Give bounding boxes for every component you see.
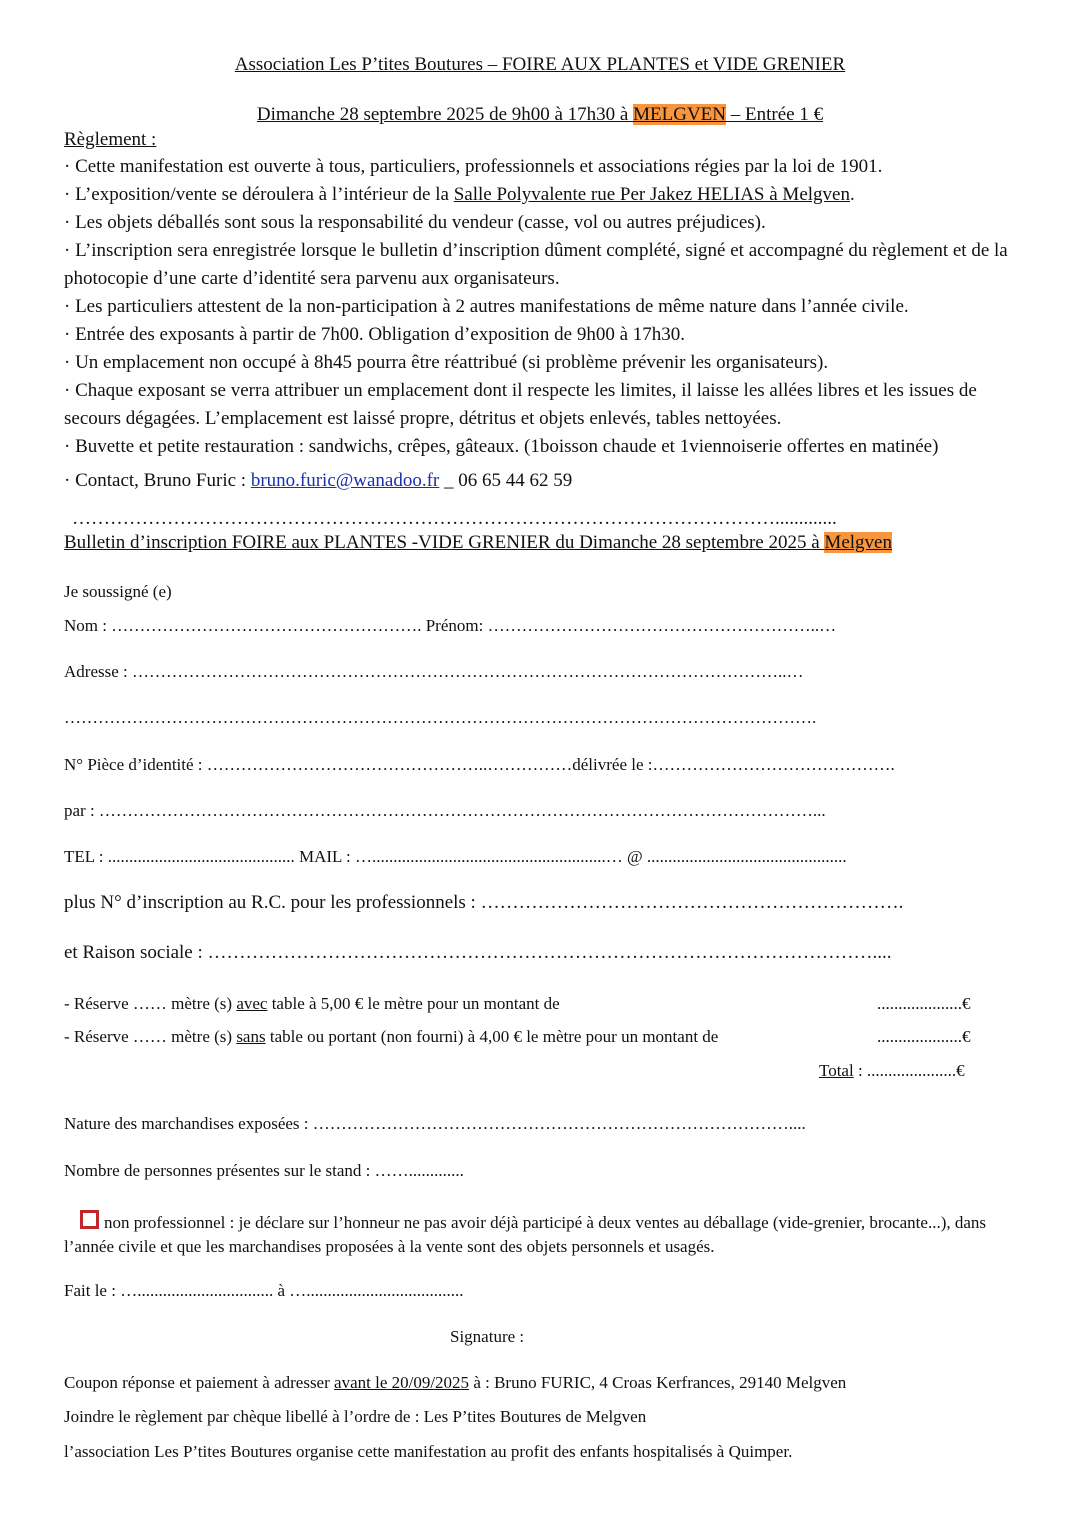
expo-prefix: · L’exposition/vente se déroulera à l’intérieur de la — [64, 184, 454, 205]
coupon-date: avant le 20/09/2025 — [334, 1373, 470, 1392]
declaration-text: non professionnel : je déclare sur l’honneur ne pas avoir déjà participé à deux ventes au déballage (vide-grenier, brocante...), dans l’année civile et que les marchandises proposées à la vente sont des objets personnels et usagés. — [64, 1213, 987, 1256]
reserve-sans-table — [64, 1027, 718, 1047]
soussigne-label: Je soussigné (e) — [64, 582, 172, 601]
reglement-item: · Chaque exposant se verra attribuer un emplacement dont il respecte les limites, il laisse les allées libres et les issues de secours dégagées. L’emplacement est laissé propre, détritus et objets enlevés, tables nettoyées. — [64, 380, 977, 429]
reserve2-sans: sans — [236, 1027, 266, 1046]
contact-phone: _ 06 65 44 62 59 — [439, 470, 573, 491]
nom-prenom-field[interactable]: Nom : ………………………………………………. Prénom: …………………………………………………..… — [64, 616, 837, 635]
nombre-personnes-field[interactable]: Nombre de personnes présentes sur le stand : ……............. — [64, 1161, 464, 1180]
subtitle-place: MELGVEN — [633, 104, 727, 125]
reglement-item: · Cette manifestation est ouverte à tous, particuliers, professionnels et associations régies par la loi de 1901. — [64, 156, 883, 177]
subtitle-suffix: – Entrée 1 € — [726, 104, 824, 125]
reglement-item: · L’inscription sera enregistrée lorsque le bulletin d’inscription dûment complété, signé et accompagné du règlement et de la photocopie d’une carte d’identité sera parvenu aux organisateurs. — [64, 240, 1008, 289]
total-label: Total — [819, 1061, 854, 1080]
signature-label: Signature : — [450, 1327, 525, 1346]
document-title — [0, 54, 1080, 76]
coupon-line — [64, 1373, 846, 1393]
reglement-item-exposition — [64, 181, 1034, 209]
cheque-line: Joindre le règlement par chèque libellé à l’ordre de : Les P’tites Boutures de Melgven — [64, 1407, 647, 1426]
expo-place: Salle Polyvalente rue Per Jakez HELIAS à Melgven — [453, 184, 850, 205]
tel-mail-field[interactable]: TEL : ............................................ MAIL : ….......................................................… @ ............................................... — [64, 847, 847, 866]
reglement-item-objets: · Les objets déballés sont sous la responsabilité du vendeur (casse, vol ou autres préjudices). — [64, 212, 766, 233]
reserve1-suffix: table à 5,00 € le mètre pour un montant de — [267, 994, 560, 1013]
total-amount-field[interactable]: : .....................€ — [853, 1061, 965, 1080]
bulletin-title-place: Melgven — [824, 532, 892, 553]
rc-field[interactable]: plus N° d’inscription au R.C. pour les professionnels : …………………………………………………………. — [64, 892, 904, 913]
reserve1-avec: avec — [236, 994, 268, 1013]
reserve2-amount-field[interactable]: ....................€ — [877, 1027, 971, 1046]
bulletin-title-prefix: Bulletin d’inscription FOIRE aux PLANTES -VIDE GRENIER du Dimanche 28 septembre 2025 à — [64, 532, 825, 553]
reserve2-suffix: table ou portant (non fourni) à 4,00 € le mètre pour un montant de — [265, 1027, 719, 1046]
piece-identite-field[interactable]: N° Pièce d’identité : …………………………………………..……………délivrée le :……………………………………. — [64, 755, 895, 774]
expo-suffix: . — [849, 184, 855, 205]
contact-line — [64, 470, 572, 492]
cut-separator: …………………………………………………………………………………………………............. — [72, 508, 837, 529]
fait-le-field[interactable]: Fait le : …................................ à …..................................... — [64, 1281, 464, 1300]
delivree-par-field[interactable]: par : ………………………………………………………………………………………………………………... — [64, 801, 826, 820]
reserve1-prefix: - Réserve …… mètre (s) — [64, 994, 237, 1013]
reglement-item: · Buvette et petite restauration : sandwichs, crêpes, gâteaux. (1boisson chaude et 1viennoiserie offertes en matinée) — [64, 436, 939, 457]
contact-email-link[interactable]: bruno.furic@wanadoo.fr — [250, 470, 440, 491]
reglement-item: · Entrée des exposants à partir de 7h00. Obligation d’exposition de 9h00 à 17h30. — [64, 324, 686, 345]
reserve1-amount-field[interactable]: ....................€ — [877, 994, 971, 1013]
title-text: Association Les P’tites Boutures – FOIRE AUX PLANTES et VIDE GRENIER — [234, 54, 846, 75]
adresse-field[interactable]: Adresse : ……………………………………………………………………………………………………..… — [64, 662, 804, 681]
coupon-prefix: Coupon réponse et paiement à adresser — [64, 1373, 335, 1392]
coupon-suffix: à : Bruno FURIC, 4 Croas Kerfrances, 29140 Melgven — [469, 1373, 847, 1392]
reserve2-prefix: - Réserve …… mètre (s) — [64, 1027, 237, 1046]
adresse-line2-field[interactable]: ……………………………………………………………………………………………………………………. — [64, 708, 817, 727]
total-line — [819, 1061, 965, 1081]
reglement-item: · Les particuliers attestent de la non-participation à 2 autres manifestations de même nature dans l’année civile. — [64, 296, 909, 317]
raison-sociale-field[interactable]: et Raison sociale : …………………………………………………………………………………………….... — [64, 942, 892, 963]
reglement-heading: Règlement : — [64, 129, 157, 150]
bulletin-title — [64, 532, 892, 554]
nature-marchandises-field[interactable]: Nature des marchandises exposées : ………………………………………………………………………….... — [64, 1114, 806, 1133]
profit-line: l’association Les P’tites Boutures organise cette manifestation au profit des enfants hospitalisés à Quimper. — [64, 1442, 793, 1461]
contact-prefix: · Contact, Bruno Furic : — [64, 470, 251, 491]
reserve-avec-table — [64, 994, 560, 1014]
document-subtitle — [0, 104, 1080, 126]
subtitle-prefix: Dimanche 28 septembre 2025 de 9h00 à 17h30 à — [256, 104, 634, 125]
reglement-item: · Un emplacement non occupé à 8h45 pourra être réattribué (si problème prévenir les organisateurs). — [64, 352, 829, 373]
